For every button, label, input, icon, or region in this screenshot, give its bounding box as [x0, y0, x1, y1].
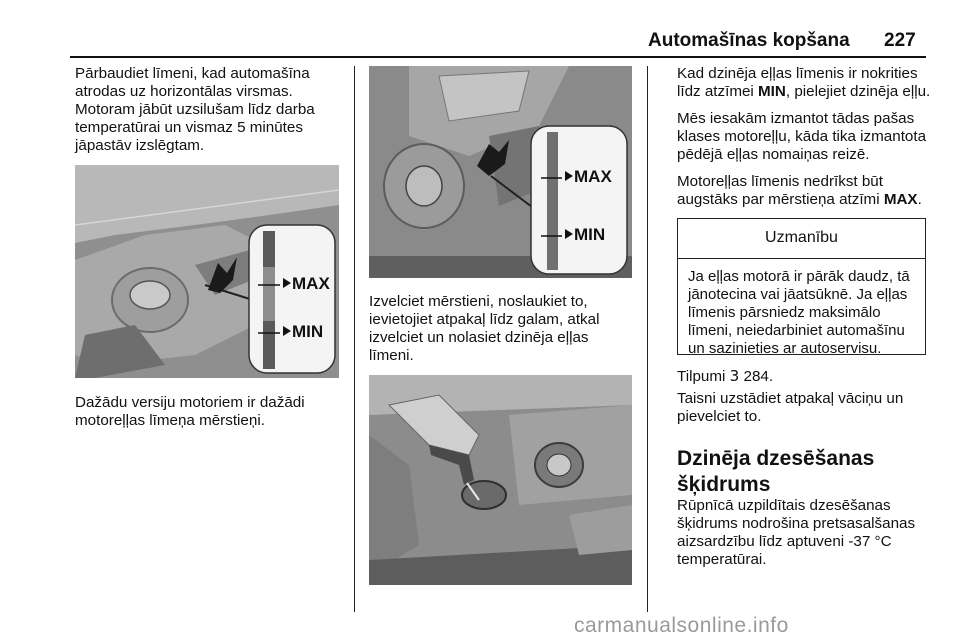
col2-paragraph-1: Izvelciet mērstieni, noslaukiet to, ievietojiet atpakaļ līdz galam, atkal izvelciet un nolasiet dzinēja eļļas līmeni.	[369, 293, 600, 364]
min-mark: MIN	[758, 83, 786, 100]
col3-paragraph-3	[677, 173, 932, 209]
col3-paragraph-1-text-b: , pielejiet dzinēja eļļu.	[785, 83, 931, 100]
figure2-min-label: MIN	[574, 225, 606, 244]
col3-paragraph-1-text-a: Kad dzinēja eļļas līmenis ir nokrities līdz atzīmei	[677, 65, 918, 100]
col1-paragraph-2: Dažādu versiju motoriem ir dažādi motoreļļas līmeņa mērstieņi.	[75, 394, 305, 429]
caution-notice-body: Ja eļļas motorā ir pārāk daudz, tā jānotecina vai jāatsūknē. Ja eļļas līmenis pārsniedz maksimālo līmeni, neiedarbiniet automašīnu un sazinieties ar autoservisu.	[688, 268, 910, 357]
figure2-max-label: MAX	[574, 167, 612, 186]
caution-notice	[677, 218, 926, 355]
cross-reference-page: 284.	[739, 368, 774, 385]
figure-dipstick-engine-1	[75, 165, 339, 378]
col3-paragraph-3-text-b: .	[917, 191, 922, 208]
col3-paragraph-2: Mēs iesakām izmantot tādas pašas klases motoreļļu, kāda tika izmantota pēdējā eļļas nomaiņas reizē.	[677, 110, 927, 163]
column-divider-1	[354, 66, 355, 612]
page-number: 227	[884, 30, 916, 51]
cross-reference-label: Tilpumi	[677, 368, 730, 385]
page-title: Automašīnas kopšana	[648, 30, 850, 51]
caution-notice-title: Uzmanību	[678, 219, 925, 259]
col3-paragraph-1	[677, 65, 932, 101]
watermark: carmanualsonline.info	[574, 614, 789, 637]
cross-reference	[677, 367, 932, 386]
figure-dipstick-engine-2	[369, 66, 632, 278]
header-rule	[70, 56, 926, 58]
col1-paragraph-1: Pārbaudiet līmeni, kad automašīna atrodas uz horizontālas virsmas. Motoram jābūt uzsilušam līdz darba temperatūrai un vismaz 5 minūtes jāpastāv izslēgtam.	[75, 65, 315, 154]
oil-filling-illustration	[369, 375, 632, 585]
page-reference-icon: 3	[729, 367, 740, 385]
figure1-min-label: MIN	[292, 322, 324, 341]
figure1-max-label: MAX	[292, 274, 330, 293]
column-divider-2	[647, 66, 648, 612]
engine-dipstick-illustration-2	[369, 66, 632, 278]
section-heading: Dzinēja dzesēšanas šķidrums	[677, 447, 875, 496]
page-header	[0, 30, 960, 58]
max-mark: MAX	[883, 191, 918, 208]
col3-paragraph-4: Taisni uzstādiet atpakaļ vāciņu un pievelciet to.	[677, 390, 904, 425]
col3-paragraph-5: Rūpnīcā uzpildītais dzesēšanas šķidrums nodrošina pretsasalšanas aizsardzību līdz aptuveni -37 °C temperatūrai.	[677, 497, 916, 568]
figure-oil-filling	[369, 375, 632, 585]
col3-paragraph-3-text-a: Motoreļļas līmenis nedrīkst būt augstāks par mērstieņa atzīmi	[677, 173, 884, 208]
engine-dipstick-illustration-1	[75, 165, 339, 378]
